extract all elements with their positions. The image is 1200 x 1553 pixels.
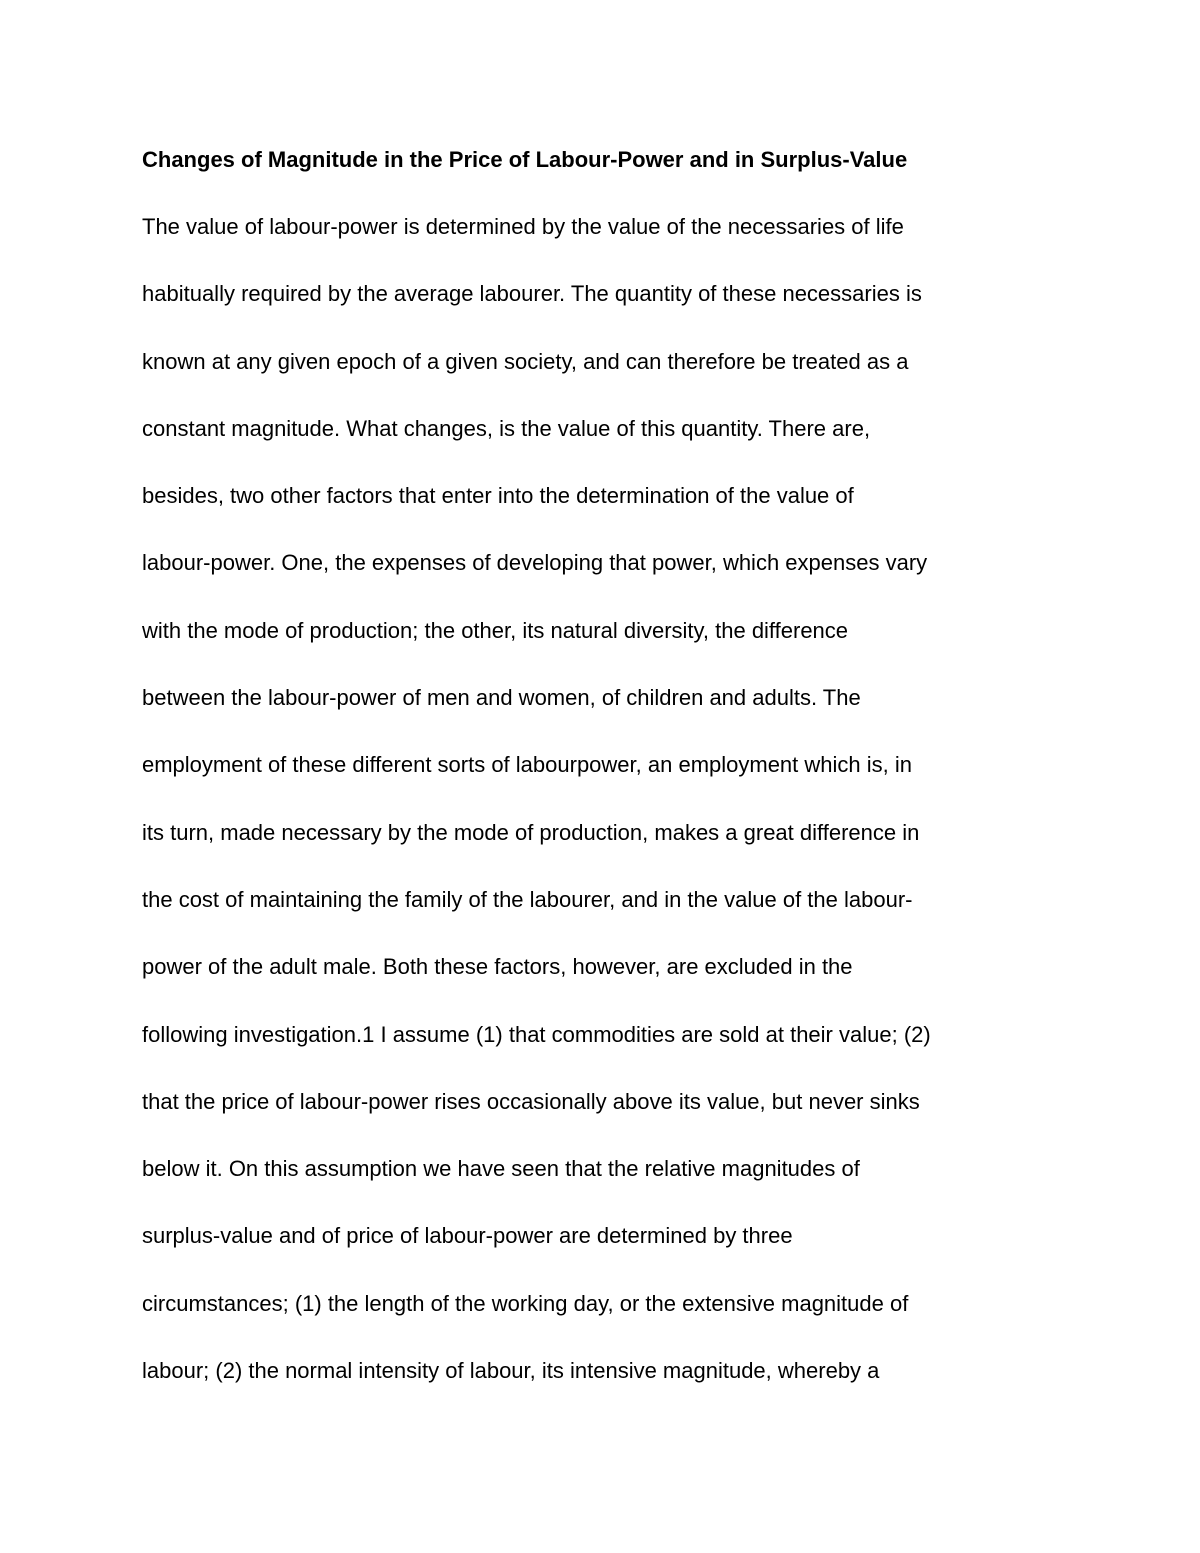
- text-line: surplus-value and of price of labour-power are determined by three: [142, 1223, 793, 1249]
- text-line: labour; (2) the normal intensity of labour, its intensive magnitude, whereby a: [142, 1358, 880, 1384]
- text-line: employment of these different sorts of labourpower, an employment which is, in: [142, 752, 912, 778]
- text-line: habitually required by the average labourer. The quantity of these necessaries is: [142, 281, 922, 307]
- text-line: following investigation.1 I assume (1) that commodities are sold at their value; (2): [142, 1021, 931, 1047]
- text-line: below it. On this assumption we have seen that the relative magnitudes of: [142, 1156, 860, 1182]
- text-line: known at any given epoch of a given society, and can therefore be treated as a: [142, 348, 909, 374]
- text-line: power of the adult male. Both these factors, however, are excluded in the: [142, 954, 853, 980]
- text-line: its turn, made necessary by the mode of production, makes a great difference in: [142, 819, 920, 845]
- text-line: labour-power. One, the expenses of developing that power, which expenses vary: [142, 550, 928, 576]
- text-line: with the mode of production; the other, its natural diversity, the difference: [142, 617, 849, 643]
- document-body: [142, 210, 1062, 1421]
- text-line: the cost of maintaining the family of the labourer, and in the value of the labour-: [142, 886, 913, 912]
- text-line: between the labour-power of men and women, of children and adults. The: [142, 685, 861, 711]
- document-title: Changes of Magnitude in the Price of Labour-Power and in Surplus-Value: [142, 147, 908, 172]
- text-line: The value of labour-power is determined by the value of the necessaries of life: [142, 214, 904, 239]
- text-line: constant magnitude. What changes, is the value of this quantity. There are,: [142, 415, 871, 441]
- text-line: circumstances; (1) the length of the working day, or the extensive magnitude of: [142, 1290, 909, 1316]
- text-line: besides, two other factors that enter into the determination of the value of: [142, 483, 854, 509]
- text-line: that the price of labour-power rises occasionally above its value, but never sinks: [142, 1088, 920, 1114]
